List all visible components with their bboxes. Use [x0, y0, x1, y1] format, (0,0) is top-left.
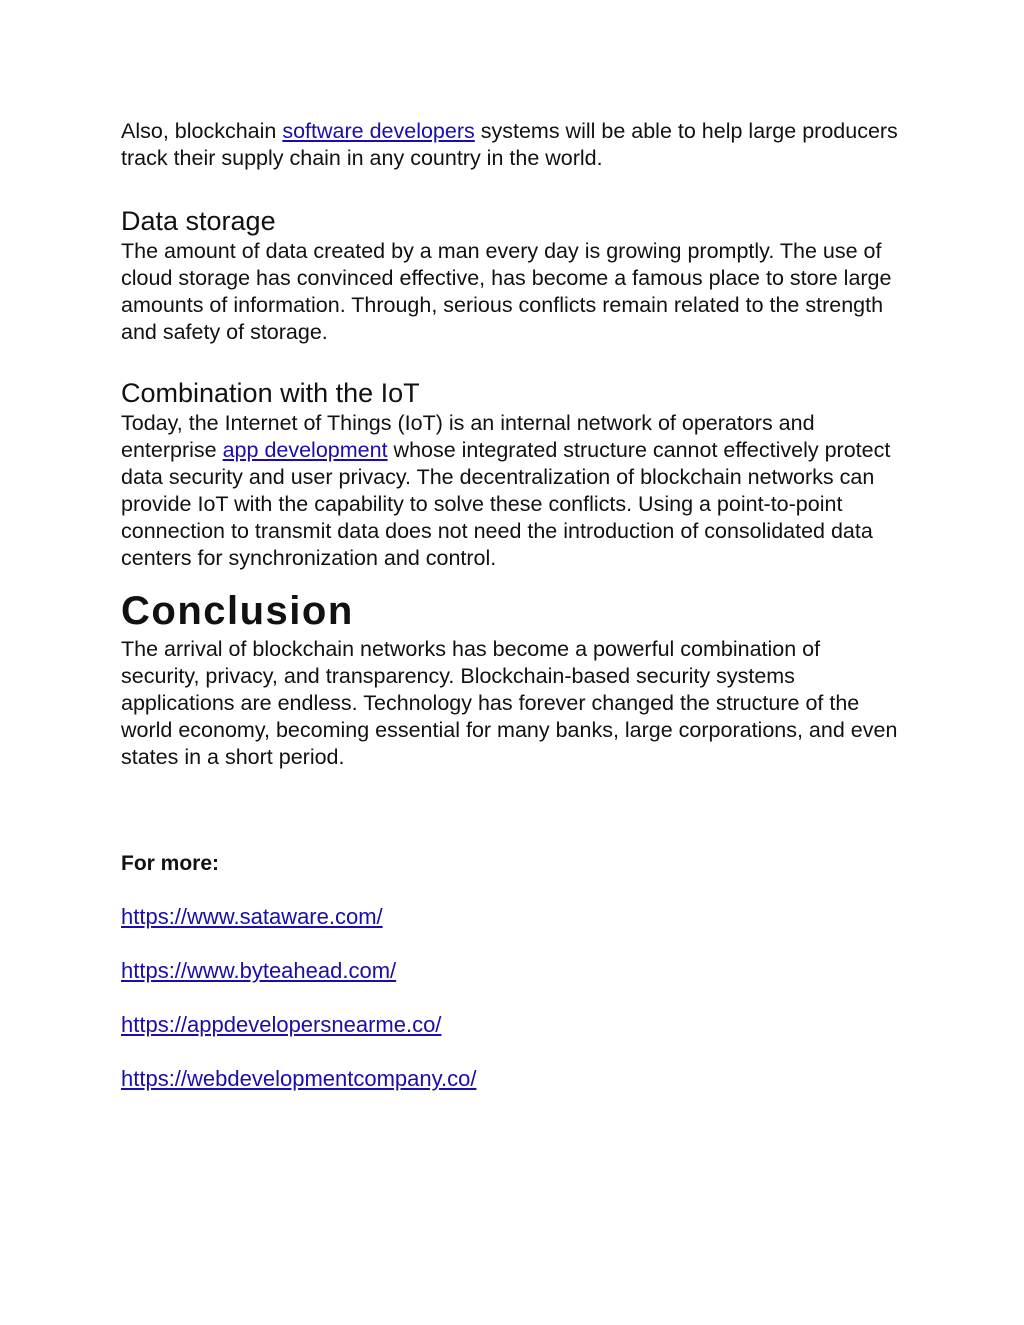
software-developers-link[interactable]: software developers	[282, 119, 475, 143]
iot-text-after: whose integrated structure cannot effectively protect data security and user privacy. The decentralization of blockchain networks can provide IoT with the capability to solve these conflicts. Using a point-to-point connection to transmit data does not need the introduction of consolidated data centers for synchronization and control.	[121, 438, 891, 570]
intro-text-after: systems will be able to help large producers track their supply chain in any country in the world.	[121, 119, 898, 170]
byteahead-link[interactable]: https://www.byteahead.com/	[121, 958, 397, 983]
webdevelopmentcompany-link[interactable]: https://webdevelopmentcompany.co/	[121, 1066, 477, 1091]
list-item	[121, 1065, 901, 1093]
list-item	[121, 903, 901, 931]
sataware-link[interactable]: https://www.sataware.com/	[121, 904, 383, 929]
intro-paragraph	[121, 118, 901, 172]
document-page	[121, 118, 901, 1119]
intro-text-before: Also, blockchain	[121, 119, 283, 143]
for-more-label: For more:	[121, 852, 220, 875]
conclusion-paragraph: The arrival of blockchain networks has become a powerful combination of security, privacy, and transparency. Blockchain-based security systems applications are endless. Technology has forever changed the structure of the world economy, becoming essential for many banks, large corporations, and even states in a short period.	[121, 637, 898, 769]
app-development-link[interactable]: app development	[222, 438, 388, 462]
list-item	[121, 957, 901, 985]
reference-link-list	[121, 903, 901, 1093]
iot-paragraph	[121, 410, 901, 572]
data-storage-heading: Data storage	[121, 206, 276, 236]
list-item	[121, 1011, 901, 1039]
conclusion-heading: Conclusion	[121, 589, 354, 633]
appdevelopersnearme-link[interactable]: https://appdevelopersnearme.co/	[121, 1012, 442, 1037]
iot-heading: Combination with the IoT	[121, 378, 420, 408]
data-storage-paragraph: The amount of data created by a man every day is growing promptly. The use of cloud storage has convinced effective, has become a famous place to store large amounts of information. Through, serious conflicts remain related to the strength and safety of storage.	[121, 239, 892, 344]
iot-text-before: Today, the Internet of Things (IoT) is an internal network of operators and enterprise	[121, 411, 815, 462]
